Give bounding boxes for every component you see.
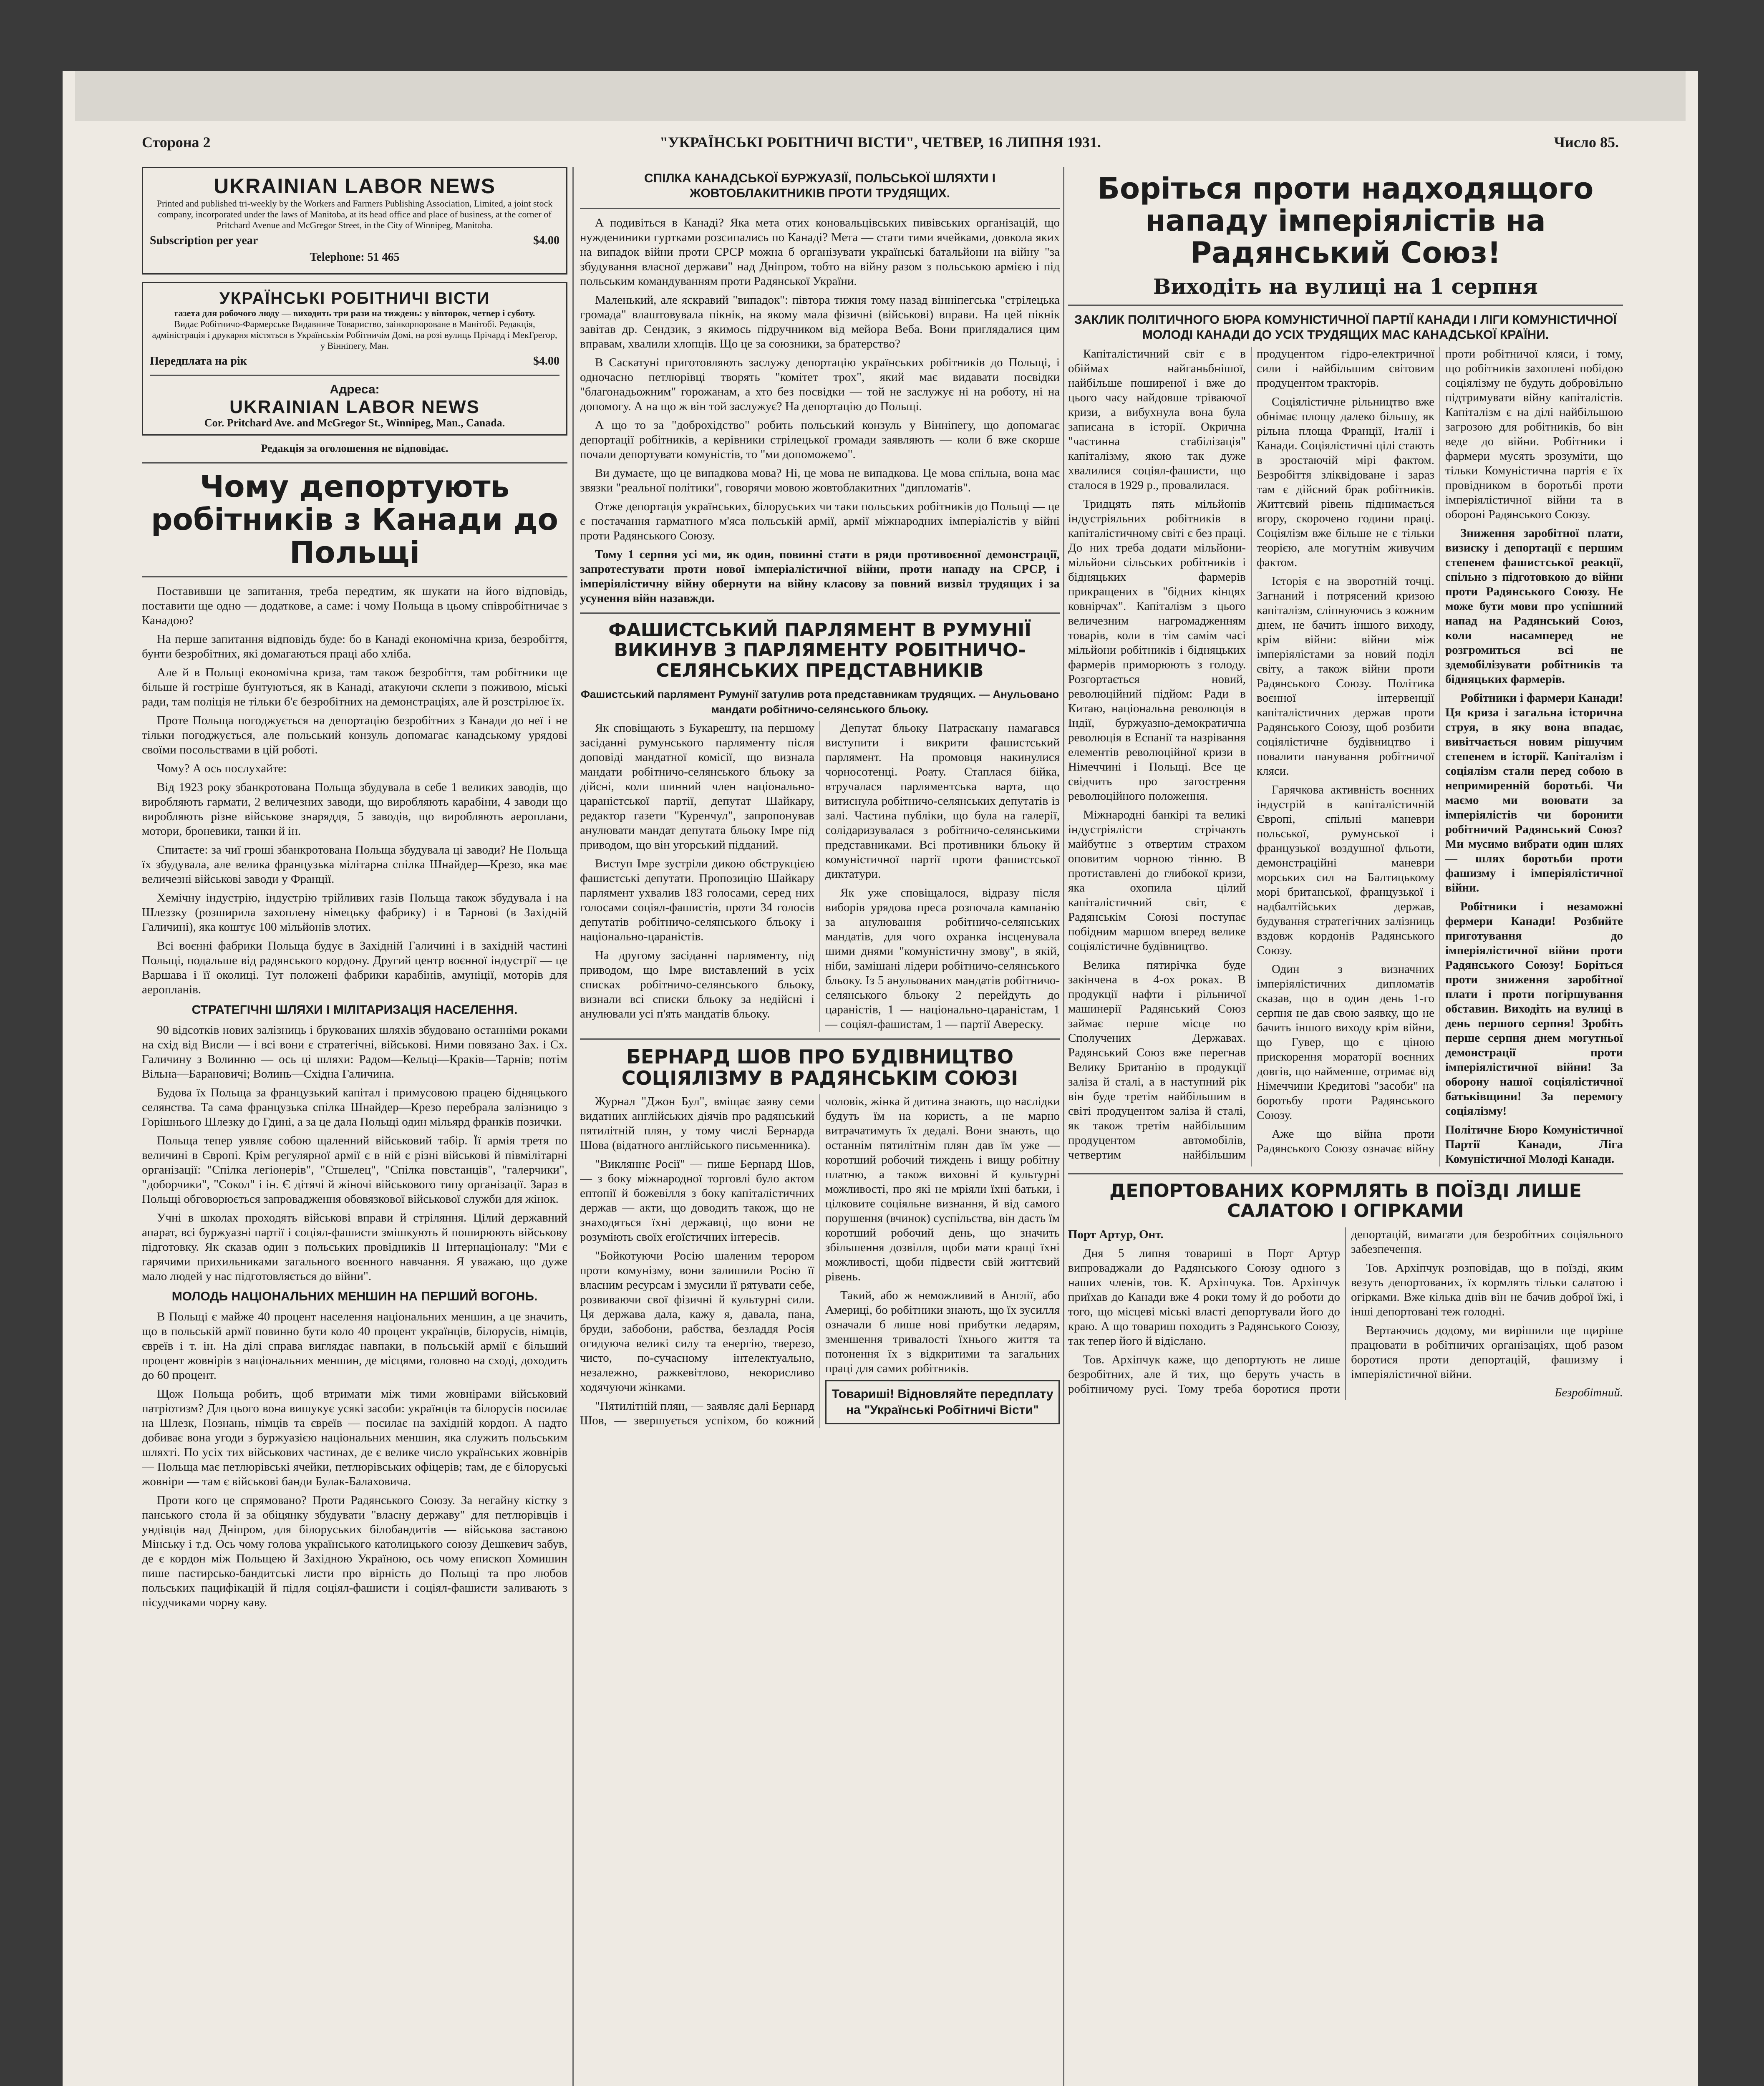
masthead-tagline: газета для робочого люду — виходить три рази на тиждень: у вівторок, четвер і суботу. [174, 308, 535, 318]
article-paragraph: Такий, або ж неможливий в Англії, або Америці, бо робітники знають, що їх зусилля означали б лише нові прибутки ледарям, зменшення тривалості їхнього життя та потонення їх з відкритими та загальних праці для самих робітників. [825, 1289, 1060, 1376]
publisher-note: Printed and published tri-weekly by the Workers and Farmers Publishing Association, Limited, a joint stock company, incorporated under the laws of Manitoba, at its head office and place of business, at the corner of Pritchard Avenue and McGregor Street, in the City of Winnipeg, Manitoba. [156, 198, 553, 230]
article-body-columns [580, 1094, 1060, 1428]
address-street: Cor. Pritchard Ave. and McGregor St., Winnipeg, Man., Canada. [204, 417, 505, 429]
reader-appeal-box: Товариші! Відновляйте передплату на "Українські Робітничі Вісти" [825, 1380, 1060, 1424]
english-masthead: UKRAINIAN LABOR NEWS [213, 174, 496, 198]
main-subheadline: Виходіть на вулиці на 1 серпня [1153, 274, 1538, 299]
appeal-signature: Політичне Бюро Комуністичної Партії Канади, Ліга Комуністичної Молоді Канади. [1445, 1123, 1623, 1166]
article-paragraph: Гарячкова активність воєнних індустрій в капіталістичній Європі, спільні маневри польської, румунської і французької воздушної фльоти, демонстраційні маневри морських сил на Балтицькому морі британської, французької і надбалтійських держав, будування стратегічних залізниць вздовж кордонів Радянського Союзу. [1257, 783, 1434, 957]
article-paragraph: Будова їх Польща за французький капітал і примусовою працею бідняцького селянства. Та сама французька спілка Шнайдер—Крезо перебрала залізницю з Горішнього Шлезку до Гдині, а за це дала Польщі один мільярд франків позички. [142, 1086, 567, 1129]
divider [1068, 305, 1623, 306]
subscription-price: $4.00 [533, 234, 559, 247]
ukrainian-masthead: УКРАЇНСЬКІ РОБІТНИЧІ ВІСТИ [219, 289, 490, 307]
article-paragraph: Аже що війна проти Радянського Союзу означає війну проти робітничої кляси, і тому, що робітників захоплені побідою соціялізму не будуть добровільно підтримувати війну капіталістів. Капіталізм є на ділі найбільшою загрозою для робітників, бо він веде до війни. Робітники і фармери мусять зрозуміти, що тільки Комуністична партія є їх провідником в боротьбі проти імперіялістичної війни та в обороні Радянського Союзу. [1257, 347, 1623, 1155]
article-paragraph: Хемічну індустрію, індустрію трійливих газів Польща також збудувала і на Шлеззку (розширила захоплену німецьку фабрику) і в Тарнові (в Західній Галичині), яка коштує 100 мільйонів злотих. [142, 891, 567, 934]
section-heading: СТРАТЕГІЧНІ ШЛЯХИ І МІЛІТАРИЗАЦІЯ НАСЕЛЕННЯ. [192, 1003, 518, 1017]
article-paragraph: Проти кого це спрямовано? Проти Радянського Союзу. За негайну кістку з панського стола й за обіцянку збудувати "власну державу" для петлюрівців і ундівців над Дніпром, для білоруських білобандитів — військова заставою Мінську і т.д. Ось чому голова українського католицького союзу Дешкевич забув, де є кордон між Польщею й Західною Україною, ось чому епископ Хомишин пише пастирсько-бандитські листи про вірність до Польщі та про любов польських пацифікацій й підля соціял-фашисти і соціял-фашисти заливають з пісудчиками чорну каву. [142, 1493, 567, 1609]
article-paragraph: Як сповіщають з Букарешту, на першому засіданні румунського парляменту після доповіді мандатної комісії, що визнала мандати робітничо-селянського бльоку за дійсні, коли шинний член національно-цараністської партії, депутат Шайкару, редактор газети "Куренчул", запропонував анулювати мандат депутата бльоку Імре під приводом, що він угорський підданий. [580, 721, 814, 852]
column-rule [1063, 167, 1064, 2086]
article-headline: Чому депортують робітників з Канади до Польщі [151, 469, 558, 570]
subscription-price-uk: $4.00 [533, 355, 559, 368]
page-header [142, 134, 1619, 159]
divider [142, 576, 567, 577]
article-paragraph: Міжнародні банкірі та великі індустріялісти стрічають майбутнє з отвертим страхом оповитим чорною тінню. В протиставлені до глибокої кризи, яка охопила цілий капіталістичний світ, є Радянськім Союзі поступає побідним маршом вперед велике соціялістичне будівництво. [1068, 808, 1246, 953]
article-paragraph: Від 1923 року збанкротована Польща збудувала в себе 1 великих заводів, що виробляють гармати, 2 величезних заводи, що виробляють карабіни, 4 заводи що виробляють різне військове знаряддя, 5 заводів, що виробляють аероплани, мотори, броневики, танки й ін. [142, 780, 567, 838]
left-column [142, 167, 567, 2086]
article-paragraph: Капіталістичний світ є в обіймах найганьбнішої, найбільше поширеної і вже до цього часу найдовше тріваючої кризи, а вибухнула вона була записана в історії. Окрична "частинна стабілізація" капіталізму, якою так дуже хвалилися соціял-фашисти, що сталося в 1929 р., провалилася. [1068, 347, 1246, 492]
article-paragraph: Велика пятирічка буде закінчена в 4-ох роках. В продукції нафти і рільничої машинерії Радянський Союз займає перше місце по Сполучених Державах. Радянський Союз вже перегнав Велику Британію в продукції заліза й сталі, а в наступний рік він буде третім найбільшим в світі продуцентом заліза й сталі, як також третім найбільшим продуцентом автомобілів, четвертим найбільшим продуцентом гідро-електричної сили і найбільшим світовим продуцентом тракторів. [1068, 347, 1434, 1161]
subscription-label-uk: Передплата на рік [150, 355, 247, 368]
article-headline: ФАШИСТСЬКИЙ ПАРЛЯМЕНТ В РУМУНІЇ ВИКИНУВ З ПАРЛЯМЕНТУ РОБІТНИЧО-СЕЛЯНСЬКИХ ПРЕДСТАВНИКІВ [608, 620, 1031, 681]
telephone: Telephone: 51 465 [310, 251, 400, 264]
article-paragraph: А що то за "доброхідство" робить польський конзуль у Вінніпегу, що допомагає депортації робітників, а керівники стрілецької громади заявляють — коли б вже скорше почали депортувати комуністів, то "ми допоможемо". [580, 418, 1060, 461]
article-paragraph: На перше запитання відповідь буде: бо в Канаді економічна криза, безробіття, бунти безробітних, які домагаються праці або хліба. [142, 632, 567, 660]
newspaper-dateline: "УКРАЇНСЬКІ РОБІТНИЧІ ВІСТИ", ЧЕТВЕР, 16 ЛИПНЯ 1931. [660, 134, 1101, 151]
article-paragraph: "Бойкотуючи Росію шаленим терором проти комунізму, вони залишили Росію її власним ресурсам і змусили її рятувати себе, розвиваючи свої фізичні й культурні сили. Ця держава дала, кажу я, давала, пана, бруди, забобони, рабства, безладдя Росія огидуюча великі силу та енергію, тверезо, чисто, по-сучасному інтелектуально, незалежно, ражкевітлово, некорисливо ходячуючи жінками. [580, 1249, 814, 1394]
right-column [1068, 167, 1623, 2086]
article-paragraph: На другому засіданні парляменту, під приводом, що Імре виставлений в усіх списках робітничо-селянського бльоку, визнали всі списки бльоку за недійсні і анулювали усі п'ять мандатів бльоку. [580, 949, 814, 1021]
article-paragraph: Депутат бльоку Патраскану намагався виступити і викрити фашистський парлямент. На промовця накинулися чорносотенці. Роату. Стаплася бійка, втручалася парляментська варта, що витиснула робітничо-селянських депутатів із залі. Частина публіки, що була на галерії, солідаризувалася з робітничо-селянськими представниками. Всі противники бльоку й комуністичної партії проти фашистської диктатури. [825, 721, 1060, 881]
article-signoff: Безробітний. [1555, 1386, 1623, 1399]
masthead-publisher: Видає Робітничо-Фармерське Видавниче Товариство, заінкорпороване в Манітобі. Редакція, адміністрація і друкарня містяться в Українськім Робітничім Домі, на розі вулиць Прічард і МекГрегор, у Вінніпегу, Ман. [152, 319, 557, 351]
article-paragraph: "Пятилітній плян, — заявляє далі Бернард Шов, — звершується успіхом, бо кожний чоловік, жінка й дитина знають, що наслідки будуть їм на користь, а не марно витрачатимуть їх дедалі. Вони знають, що останнім пятилітнім плян дав їм уже — коротший робочий тиждень і вищу робітну платню, а також виховні й культурні можливості, про які не мріяли їхні батьки, і цілковите соціяльне визнання, й від самого порушення (вчинок) суспільства, він дасть їм коротший робочий день, що значить збільшення дозвілля, щоби мати кращі їхні можливості, щоби підвести свій життєвий рівень. [580, 1095, 1060, 1428]
article-paragraph: Тов. Архіпчук розповідав, що в поїзді, яким везуть депортованих, їх кормлять тільки салатою і огірками. Вже кілька днів він не бачив доброї їжі, і інші депортовані теж голодні. [1351, 1261, 1623, 1318]
english-masthead-box [142, 167, 567, 275]
article-paragraph: Вертаючись додому, ми вирішили ще щиріше працювати в робітничих організаціях, щоб разом боротися проти депортацій, фашизму і імперіялістичної війни. [1351, 1323, 1623, 1381]
divider [1068, 1173, 1623, 1174]
issue-number: Число 85. [1554, 134, 1619, 151]
article-paragraph: Всі воєнні фабрики Польща будує в Західній Галичині і в західній частині Польщі, подальше від радянського кордону. Другий центр воєнної індустрії — це Варшава і її околиці. Тут положені фабрики карабінів, амуніції, моторів для аеропланів. [142, 939, 567, 996]
article-paragraph: Робітники і незаможні фермери Канади! Розбийте приготування до імперіялістичної війни проти Радянського Союзу! Боріться проти зниження заробітної плати і проти погіршування обставин. Виходіть на вулиці в день першого серпня! Зробіть перше серпня днем могутньої демонстрації проти імперіялістичної війни! За оборону нашої соціялістичної батьківщини! За перемогу соціялізму! [1445, 900, 1623, 1118]
appeal-byline: ЗАКЛИК ПОЛІТИЧНОГО БЮРА КОМУНІСТИЧНОЇ ПАРТІЇ КАНАДИ І ЛІГИ КОМУНІСТИЧНОЇ МОЛОДІ КАНАДИ ДО УСІХ ТРУДЯЩИХ МАС КАНАДСЬКОЇ КРАЇНИ. [1074, 313, 1617, 342]
article-paragraph: Але й в Польщі економічна криза, там також безробіття, там робітники ще більше й гостріше бунтуються, як в Канаді, атакуючи склепи з поживою, міські ради, там поліція не тільки б'є безробітних на демонстраціях, але й розстрілює їх. [142, 665, 567, 708]
subscription-row-uk [150, 355, 559, 368]
article-headline: ДЕПОРТОВАНИХ КОРМЛЯТЬ В ПОЇЗДІ ЛИШЕ САЛАТОЮ І ОГІРКАМИ [1109, 1180, 1582, 1222]
article-paragraph: "Викляннє Росії" — пише Бернард Шов, — з боку міжнародної торговлі було актом ептопії й божевілля з боку капіталістичних держав — акти, що доводить також, що не знаходяться їхні державці, що вони не розуміють своїх егоїстичних інтересів. [580, 1157, 814, 1244]
divider [580, 612, 1060, 614]
subscription-label: Subscription per year [150, 234, 258, 247]
telephone-row [150, 251, 559, 264]
article-paragraph: Робітники і фармери Канади! Ця криза і загальна історична струя, в яку вона впадає, вивітчається новим рішучим степенем в історії. Капіталізм і соціялізм стали перед собою в непримиренній боротьбі. Чи маємо ми воювати за імперіялістів чи боронити робітничий Радянський Союз? Ми мусимо вибрати один шлях — шлях боротьби проти фашизму і імперіялістичної війни. [1445, 691, 1623, 894]
article-paragraph: Польща тепер уявляє собою щаленний військовий табір. Її армія третя по величині в Європі. Крім регулярної армії є в ній є різні військові й півмілітарні організації: "Спілка легіонерів", "Стшелец", "Спілка повстанців", "галерчики", "доборчики", "Сокол" і ін. Є дітячі й жіночі військового типу організації. Зараз в Польщі обговорюється запровадження обовязкової військової служби для жінок. [142, 1134, 567, 1206]
newspaper-page [63, 71, 1698, 2086]
article-paragraph: Тридцять пять мільйонів індустріяльних робітників в капіталістичному світі є без праці. До них треба додати мільйони-мільйони сільських робітників і бідняцьких фармерів прикращених в "бідних кінцях ковнірчах". Капіталізм з цього величезним нагромадженням товарів, коли в тім самім часі мільйони робітників і бідняцьких фармерів приморюють з голоду. Розгортається новий, революційний підйом: Ради в Китаю, національна революція в Індії, буржуазно-демократична революція в Еспанії та назрівання елементів революційної кризи в Німеччині і Польщі. Все це свідчить про загострення революційного положення. [1068, 497, 1246, 803]
section-heading: МОЛОДЬ НАЦІОНАЛЬНИХ МЕНШИН НА ПЕРШИЙ ВОГОНЬ. [171, 1289, 538, 1303]
article-paragraph: Поставивши це запитання, треба передтим, як шукати на його відповідь, поставити ще одно — додаткове, а саме: і чому Польща в цьому співробітничає з Канадою? [142, 584, 567, 627]
article-paragraph: Спитаєте: за чиї гроші збанкротована Польща збудувала ці заводи? Не Польща їх збудувала, але велика французька мілітарна спілка Шнайдер—Крезо, яка має величезні військові заводи у Франції. [142, 843, 567, 886]
top-margin-strip [75, 71, 1686, 121]
article-paragraph: В Польщі є майже 40 процент населення національних меншин, а це значить, що в польській армії повинно бути коло 40 процент українців, білорусів, німців, євреїв і т. ін. На ділі справа виглядає навпаки, в польській армії є більший процент жовнірів з національних меншин, де місцями, головно на сході, доходить до 60 процент. [142, 1310, 567, 1382]
article-paragraph: Учні в школах проходять військові вправи й стріляння. Цілий державний апарат, всі буржуазні партії і соціял-фашисти змішкують й поширюють військову підготовку. Як сказав один з польських провідників ІІ Інтернаціоналу: "Ми є гарячими прихильниками загального воєнного навчання. Я уважаю, що дуже мало людей у нас підготовляється до війни". [142, 1211, 567, 1283]
middle-column [580, 167, 1060, 2086]
article-paragraph: Дня 5 липня товариші в Порт Артур випроваджали до Радянського Союзу одного з наших членів, тов. К. Архіпчука. Тов. Архіпчук приїхав до Канади вже 4 роки тому й до роботи до того, що місцеві міські власті депортували його до краю. А що товариш походить з Радянського Союзу, так тепер його й відіслано. [1068, 1246, 1340, 1348]
divider [580, 1038, 1060, 1040]
article-paragraph: 90 відсотків нових залізниць і брукованих шляхів збудовано останніми роками на схід від Висли — і всі вони є стратегічні, військові. Ними повязано Зах. і Сх. Галичину з Волинню — ось ці шляхи: Радом—Кельці—Краків—Тарнів; потім Вільна—Барановичі; Волинь—Східна Галичина. [142, 1023, 567, 1081]
article-paragraph: Чому? А ось послухайте: [157, 761, 287, 775]
article-body-columns [1068, 1227, 1623, 1400]
article-paragraph: А подивіться в Канаді? Яка мета отих коновальцівських пивівських організацій, що нуждениники гуртками розсипались по Канаді? Мета — стати тими ячейками, довкола яких на випадок війни проти СРСР можна б організувати українські батальйони на війну "за збудування власної держави" над Дніпром, тобто на війну разом з польською армією і під польським командуванням проти Радянської України. [580, 216, 1060, 288]
page-number: Сторона 2 [142, 134, 211, 151]
subscription-row [150, 234, 559, 247]
article-paragraph: Зниження заробітної плати, визиску і депортації є першим степенем фашистської реакції, спільно з підготовкою до війни проти Радянського Союзу. Не може бути мови про успішний напад на Радянський Союз, коли насамперед не розгромиться всі не здемобілізувати робітників та бідняцьких фармерів. [1445, 527, 1623, 686]
divider [580, 208, 1060, 209]
article-paragraph: Історія є на зворотній точці. Загнаний і потрясений кризою капіталізм, сліпнуючись з кожним днем, не бачить іншого виходу, крім війни: війни між імперіялістами за новий поділ світу, а також війни проти Радянського Союзу. Політика воєнної інтервенції капіталістичних держав проти Радянського Союзу, щоб розбити соціялістичне будівництво і повалити панування робітничої кляси. [1257, 574, 1434, 778]
article-paragraph: Проте Польща погоджується на депортацію безробітних з Канади до неї і не тільки погоджується, але польський конзуль допомагає канадському урядові своїми посольствами в цій роботі. [142, 713, 567, 756]
divider [150, 375, 559, 376]
article-paragraph: Тов. Архіпчук каже, що депортують не лише безробітних, але й тих, що беруть участь в робітничому русі. Тому треба боротися проти депортацій, вимагати для безробітних соціяльного забезпечення. [1068, 1227, 1623, 1396]
article-paragraph: Як уже сповіщалося, відразу після виборів урядова преса розпочала кампанію за анулювання робітничо-селянських мандатів, для чого охранка інсценувала шими днями "комуністичну змову", в якій, ніби, замішані лідери робітничо-селянського бльоку. Із 5 анульованих мандатів робітничо-селянського бльоку 2 перейдуть до цараністів, 1 — національно-цараністам, 1 — соціял-фашистам, 1 — партії Авереску. [825, 886, 1060, 1031]
appeal-body-columns [1068, 347, 1623, 1166]
article-paragraph: Виступ Імре зустріли дикою обструкцією фашистські депутати. Пропозицію Шайкару парлямент ухвалив 183 голосами, серед них голосами соціял-фашистів, проти 34 голосів депутатів робітничо-селянського бльоку і національно-цараністів. [580, 857, 814, 944]
article-paragraph: Ви думаєте, що це випадкова мова? Ні, це мова не випадкова. Це мова спільна, вона має звязки "реальної політики", говорячи мовою жовтоблакитних "дипломатів". [580, 466, 1060, 494]
main-headline: Боріться проти надходящого нападу імперіялістів на Радянський Союз! [1097, 171, 1594, 270]
article-headline: СПІЛКА КАНАДСЬКОЇ БУРЖУАЗІЇ, ПОЛЬСЬКОЇ ШЛЯХТИ І ЖОВТОБЛАКИТНИКІВ ПРОТИ ТРУДЯЩИХ. [644, 171, 996, 200]
article-paragraph: Журнал "Джон Бул", вміщає заяву семи видатних англійських діячів про радянський пятилітній плян, у тому числі Бернарда Шова (відатного англійського письменника). [580, 1095, 814, 1152]
address-paper-name: UKRAINIAN LABOR NEWS [229, 397, 480, 417]
article-paragraph: В Саскатуні приготовляють заслужу депортацію українських робітників до Польщі, і одночасно петлюрівці творять "комітет трох", який має видавати посвідки "благонадьожним" горожанам, а хто без посвідки — той не заслужує ні на роботу, ні на допомогу. А на що ж він той заслужує? На депортацію до Польщі. [580, 356, 1060, 413]
divider [142, 462, 567, 464]
article-body-columns [580, 721, 1060, 1032]
editorial-disclaimer: Редакція за оголошення не відповідає. [261, 442, 449, 454]
article-paragraph: Отже депортація українських, білоруських чи таки польських робітників до Польщі — це є постачання гарматного м'яса польській армії, армії міжнародних імперіалістів у війні проти Радянського Союзу. [580, 500, 1060, 542]
address-label: Адреса: [330, 383, 380, 396]
article-paragraph: Тому 1 серпня усі ми, як один, повинні стати в ряди противоєнної демонстрації, запротестувати проти нової імперіалістичної війни, проти нападу на СРСР, і імперіялістичну війну обернути на війну класову за повний визвіл трудящих і за усунення війн назавжди. [580, 548, 1060, 605]
article-headline: БЕРНАРД ШОВ ПРО БУДІВНИЦТВО СОЦІЯЛІЗМУ В РАДЯНСЬКІМ СОЮЗІ [621, 1046, 1018, 1089]
article-dateline: Порт Артур, Онт. [1068, 1227, 1164, 1241]
article-paragraph: Маленький, але яскравий "випадок": півтора тижня тому назад вінніпегська "стрілецька громада" влаштовувала пікнік, на якому мала фізичні (військові) вправи. На цей пікнік завітав др. Сендзик, з якимось підручником від мейора Веба. Вони приглядалися цим вправам, хвалили хлопців. Що це за союзники, за братерство? [580, 293, 1060, 350]
article-paragraph: Щож Польща робить, щоб втримати між тими жовнірами військовий патріотизм? Для цього вона вишукує усякі засоби: українців та білорусів посилає на Шлезк, Познань, німців та євреїв — посилає на західній кордон. А надто добиває вона угоди з буржуазією національних меншин, яка служить польським шляхті. По усіх тих військових частинах, де є велике число українських жовнірів — Польща має петлюрівські ячейки, петлюрівських офіцерів; там, де є білоруські жовніри — там є військові банди Булак-Балаховича. [142, 1387, 567, 1488]
ukrainian-masthead-box [142, 282, 567, 436]
column-rule [572, 167, 574, 2086]
article-paragraph: Соціялістичне рільництво вже обнімає площу далеко більшу, як рільна площа Франції, Італії і Канади. Соціялістичні цілі стають в зростаючій мірі фактом. Безробіття зліквідоване і зараз там є дійсний брак робітників. Життєвий рівень піднимається вгору, скорочено години праці. Соціялізм вже більше не є тільки теорією, але могутнім живучим фактом. [1257, 395, 1434, 569]
article-subheadline: Фашистський парлямент Румунії затулив рота представникам трудящих. — Анульовано мандати робітничо-селянського бльоку. [580, 688, 1059, 716]
article-paragraph: Один з визначних імперіялістичних дипломатів сказав, що в один день 1-го серпня не дав свою заявку, що не бачить іншого виходу крім війни, що Гувер, що є ціною прискорення мораторії воєнних довгів, що найменше, отримає від Німеччини Кредитові "засоби" на боротьбу проти Радянського Союзу. [1257, 962, 1434, 1122]
